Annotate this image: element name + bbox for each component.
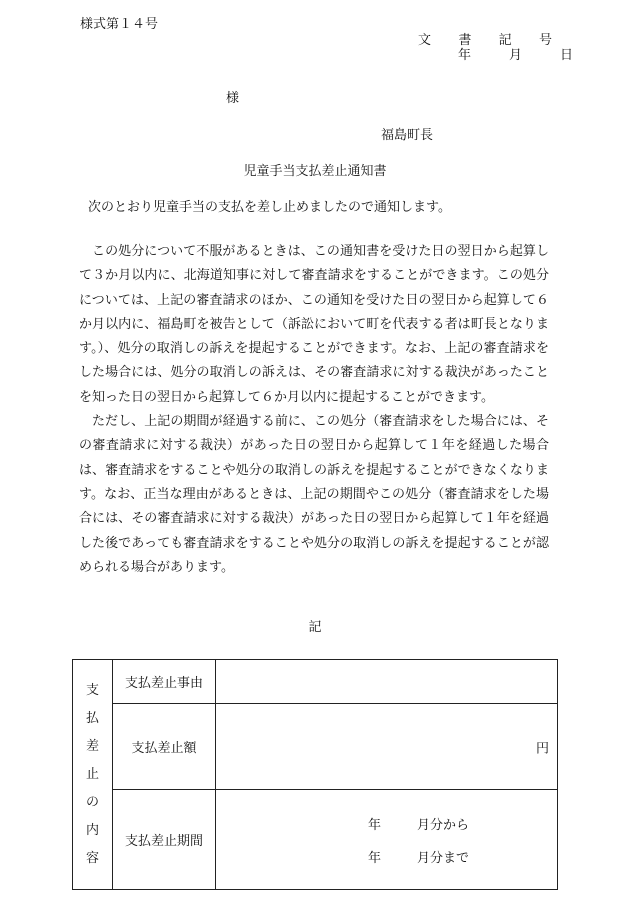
- ki-marker: 記: [308, 620, 322, 635]
- sender-name: 福島町長: [381, 128, 434, 143]
- vertical-char: 容: [85, 850, 99, 866]
- yen-unit: 円: [535, 741, 549, 756]
- period-to-line: [368, 847, 557, 866]
- doc-field-char: 号: [538, 33, 552, 48]
- period-to-month: 月分まで: [417, 850, 470, 866]
- form-number: 様式第１４号: [80, 17, 159, 32]
- table-row: [73, 660, 558, 704]
- lead-sentence: 次のとおり児童手当の支払を差し止めましたので通知します。: [88, 200, 451, 215]
- date-row: [418, 48, 574, 63]
- document-number-block: [418, 33, 574, 63]
- vertical-char: 払: [85, 710, 99, 726]
- date-month-label: 月: [509, 48, 523, 63]
- value-suspension-reason: [216, 660, 558, 704]
- doc-field-char: 文: [418, 33, 432, 48]
- vertical-char: 内: [85, 822, 99, 838]
- table-row: [73, 790, 558, 890]
- suspension-details-table: [72, 659, 558, 890]
- value-suspension-period: [216, 790, 558, 890]
- label-suspension-amount: 支払差止額: [113, 704, 216, 790]
- recipient-honorific: 様: [226, 91, 240, 106]
- doc-field-char: 記: [498, 33, 512, 48]
- period-lines: [216, 814, 557, 866]
- label-suspension-period: 支払差止期間: [113, 790, 216, 890]
- date-day-label: 日: [560, 48, 574, 63]
- period-from-line: [368, 814, 557, 833]
- date-year-label: 年: [458, 48, 472, 63]
- vertical-char: 差: [85, 738, 99, 754]
- period-from-month: 月分から: [417, 817, 470, 833]
- table-row: [73, 704, 558, 790]
- vertical-header-text: [73, 682, 112, 868]
- doc-field-char: 書: [458, 33, 472, 48]
- vertical-char: 支: [85, 682, 99, 698]
- document-number-row: [418, 33, 552, 48]
- vertical-char: 止: [85, 766, 99, 782]
- appeal-notice-text: [79, 240, 549, 580]
- value-suspension-amount: [216, 704, 558, 790]
- period-to-year: 年: [368, 850, 382, 866]
- appeal-paragraph-1: この処分について不服があるときは、この通知書を受けた日の翌日から起算して３か月以内に、北海道知事に対して審査請求をすることができます。この処分については、上記の審査請求のほか、この通知を受けた日の翌日から起算して６か月以内に、福島町を被告として（訴訟において町を代表する者は町長となります。）、処分の取消しの訴えを提起することができます。なお、上記の審査請求をした場合には、処分の取消しの訴えは、その審査請求に対する裁決があったことを知った日の翌日から起算して６か月以内に提起することができます。: [79, 244, 549, 405]
- vertical-char: の: [85, 794, 99, 810]
- vertical-header-cell: [73, 660, 113, 890]
- appeal-paragraph-2: ただし、上記の期間が経過する前に、この処分（審査請求をした場合には、その審査請求に対する裁決）があった日の翌日から起算して１年を経過した場合は、審査請求をすることや処分の取消しの訴えを提起することができなくなります。なお、正当な理由があるときは、上記の期間やこの処分（審査請求をした場合には、その審査請求に対する裁決）があった日の翌日から起算して１年を経過した後であっても審査請求をすることや処分の取消しの訴えを提起することが認められる場合があります。: [79, 414, 549, 575]
- document-title: 児童手当支払差止通知書: [243, 164, 387, 179]
- period-from-year: 年: [368, 817, 382, 833]
- label-suspension-reason: 支払差止事由: [113, 660, 216, 704]
